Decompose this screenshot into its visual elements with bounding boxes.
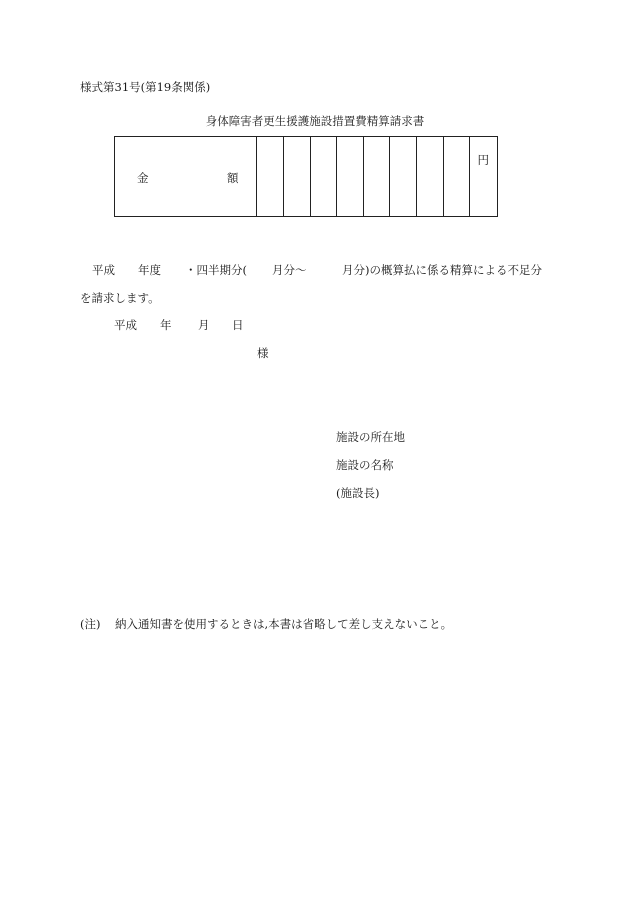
amount-digit-cell[interactable]	[311, 137, 338, 216]
quarter-label: ・四半期分(	[185, 263, 247, 277]
request-sentence-line-2: を請求します。	[80, 291, 160, 305]
facility-address-label: 施設の所在地	[336, 430, 405, 444]
amount-digit-cell-yen[interactable]	[470, 137, 497, 216]
amount-label-char-1: 金	[137, 171, 149, 185]
amount-table	[114, 136, 498, 217]
month-to-text: 月分)の概算払に係る精算による不足分	[342, 263, 542, 277]
fiscal-year-label: 年度	[138, 263, 161, 277]
document-title: 身体障害者更生援護施設措置費精算請求書	[205, 114, 425, 128]
yen-unit-label: 円	[477, 153, 489, 167]
note-text: 納入通知書を使用するときは,本書は省略して差し支えないこと。	[115, 617, 453, 631]
amount-digit-cell[interactable]	[364, 137, 391, 216]
amount-digit-cell[interactable]	[417, 137, 444, 216]
amount-digit-cell[interactable]	[337, 137, 364, 216]
era-label: 平成	[92, 263, 115, 277]
date-month: 月	[198, 318, 210, 332]
note-marker: (注)	[80, 617, 101, 631]
date-era: 平成	[114, 318, 137, 332]
amount-label-char-2: 額	[227, 171, 239, 185]
amount-digit-cell[interactable]	[444, 137, 471, 216]
month-from-label: 月分〜	[272, 263, 307, 277]
facility-name-label: 施設の名称	[336, 458, 394, 472]
amount-label-cell	[115, 137, 257, 216]
amount-digit-cell[interactable]	[390, 137, 417, 216]
amount-digit-cell[interactable]	[284, 137, 311, 216]
form-number: 様式第31号(第19条関係)	[80, 80, 211, 94]
facility-head-label: (施設長)	[336, 486, 380, 500]
date-day: 日	[232, 318, 244, 332]
addressee-suffix: 様	[257, 346, 269, 360]
date-year: 年	[160, 318, 172, 332]
amount-digit-cell[interactable]	[257, 137, 284, 216]
